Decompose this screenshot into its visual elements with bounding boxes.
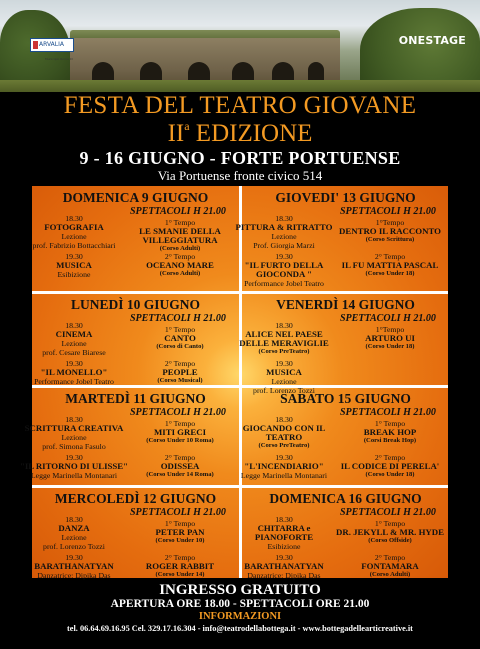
left-session-1-line: DELLE MERAVIGLIE <box>239 338 329 348</box>
left-session-1-line: CINEMA <box>55 329 93 339</box>
show-part-1-line: 1° Tempo <box>164 519 196 528</box>
show-part-1-line: (Corso Scrittura) <box>365 236 415 243</box>
day-title: LUNEDÌ 10 GIUGNO <box>70 297 200 312</box>
show-part-2-line: (Corso Under 18) <box>365 471 415 478</box>
day-title: DOMENICA 16 GIUGNO <box>269 491 422 506</box>
left-session-2-line: "IL MONELLO" <box>40 367 108 377</box>
left-session-1-line: (Corso PreTeatro) <box>258 348 310 355</box>
show-part-1-line: (Corso Offside) <box>368 537 412 544</box>
arvalia-logo-text: ARVALIA <box>39 41 64 48</box>
arvalia-logo <box>30 38 74 61</box>
left-session-1-line: DANZA <box>58 523 90 533</box>
left-session-2-line: 19.30 <box>65 252 83 261</box>
left-session-2-line: 19.30 <box>65 553 83 562</box>
left-session-2-line: GIOCONDA " <box>256 269 312 279</box>
show-part-1-line: (Corso Adulti) <box>159 245 201 252</box>
day-cell <box>235 186 449 288</box>
left-session-2-line: 19.30 <box>65 453 83 462</box>
shows-time: SPETTACOLI H 21.00 <box>130 313 226 324</box>
show-part-2-line: OCEANO MARE <box>146 260 214 270</box>
show-part-2-line: IL FU MATTIA PASCAL <box>341 260 439 270</box>
left-session-1-line: Lezione <box>61 232 87 241</box>
left-session-1-line: 18.30 <box>275 415 293 424</box>
shows-time: SPETTACOLI H 21.00 <box>340 313 436 324</box>
show-part-1-line: BREAK HOP <box>363 427 417 437</box>
show-part-1-line: 1° Tempo <box>374 519 406 528</box>
show-part-1-line: LE SMANIE DELLA <box>139 226 221 236</box>
day-title: SABATO 15 GIUGNO <box>280 391 411 406</box>
shows-time: SPETTACOLI H 21.00 <box>340 507 436 518</box>
shows-time: SPETTACOLI H 21.00 <box>340 407 436 418</box>
show-part-1-line: 1°Tempo <box>375 325 405 334</box>
day-title: MARTEDÌ 11 GIUGNO <box>65 391 206 406</box>
left-session-2-line: Legge Marinella Montanari <box>30 471 118 480</box>
show-part-2-line: (Corso Musical) <box>157 377 203 384</box>
day-title: DOMENICA 9 GIUGNO <box>62 190 209 205</box>
left-session-2-line: BARATHANATYAN <box>244 561 324 571</box>
show-part-1-line: 1° Tempo <box>164 419 196 428</box>
left-session-1-line: prof. Simona Fasulo <box>42 442 106 451</box>
left-session-1-line: 18.30 <box>275 321 293 330</box>
day-cell <box>242 387 449 487</box>
arvalia-logo-sub: Municipio Roma XI <box>45 57 73 61</box>
festival-dates: 9 - 16 GIUGNO - FORTE PORTUENSE <box>79 148 401 168</box>
left-session-2-line: "IL RITORNO DI ULISSE" <box>19 461 129 471</box>
left-session-2-line: 19.30 <box>275 359 293 368</box>
left-session-2-line: MUSICA <box>266 367 302 377</box>
left-session-1-line: 18.30 <box>65 415 83 424</box>
day-title: VENERDÌ 14 GIUGNO <box>276 297 415 312</box>
show-part-1-line: CANTO <box>164 333 196 343</box>
left-session-2-line: Danzatrice: Dipika Das <box>247 571 321 580</box>
show-part-1-line: MITI GRECI <box>153 427 207 437</box>
show-part-2-line: IL CODICE DI PERELA' <box>340 461 440 471</box>
show-part-2-line: ROGER RABBIT <box>145 561 215 571</box>
edition-number: II <box>167 120 185 147</box>
shows-time: SPETTACOLI H 21.00 <box>130 507 226 518</box>
left-session-2-line: 19.30 <box>275 252 293 261</box>
edition-word: EDIZIONE <box>189 120 313 147</box>
show-part-2-line: 2° Tempo <box>374 553 406 562</box>
show-part-2-line: (Corso Under 14) <box>155 571 205 578</box>
show-part-2-line: 2° Tempo <box>164 453 196 462</box>
left-session-2-line: MUSICA <box>56 260 92 270</box>
left-session-1-line: Lezione <box>61 433 87 442</box>
shows-time: SPETTACOLI H 21.00 <box>130 206 226 217</box>
show-part-1-line: 1°Tempo <box>375 218 405 227</box>
left-session-1-line: Lezione <box>61 533 87 542</box>
left-session-1-line: prof. Cesare Biarese <box>42 348 106 357</box>
show-part-1-line: (Corso Under 18) <box>365 343 415 350</box>
arvalia-logo-mark <box>33 41 38 49</box>
contacts: tel. 06.64.69.16.95 Cel. 329.17.16.304 - info@teatrodellabottega.it - www.bottegadellearticreative.it <box>67 624 413 633</box>
left-session-2-line: "IL FURTO DELLA <box>244 260 324 270</box>
show-part-1-line: 1° Tempo <box>374 419 406 428</box>
shows-time: SPETTACOLI H 21.00 <box>130 407 226 418</box>
left-session-1-line: (Corso PreTeatro) <box>258 442 310 449</box>
show-part-2-line: 2° Tempo <box>374 453 406 462</box>
left-session-2-line: BARATHANATYAN <box>34 561 114 571</box>
show-part-2-line: FONTAMARA <box>361 561 419 571</box>
left-session-1-line: TEATRO <box>265 432 303 442</box>
free-entry: INGRESSO GRATUITO <box>159 582 321 598</box>
left-session-1-line: FOTOGRAFIA <box>44 222 104 232</box>
festival-address: Via Portuense fronte civico 514 <box>157 168 323 183</box>
left-session-2-line: 19.30 <box>275 453 293 462</box>
show-part-1-line: (Corso Under 10 Roma) <box>146 437 214 444</box>
shows-time: SPETTACOLI H 21.00 <box>340 206 436 217</box>
left-session-1-line: 18.30 <box>65 321 83 330</box>
left-session-2-line: "L'INCENDIARIO" <box>244 461 324 471</box>
day-cell <box>239 293 449 395</box>
show-part-2-line: (Corso Adulti) <box>159 270 201 277</box>
left-session-2-line: prof. Lorenzo Tozzi <box>253 386 315 395</box>
show-part-1-line: 1° Tempo <box>164 325 196 334</box>
festival-title: FESTA DEL TEATRO GIOVANE <box>63 92 417 119</box>
left-session-2-line: Esibizione <box>57 270 91 279</box>
show-part-1-line: ARTURO UI <box>365 333 415 343</box>
left-session-2-line: 19.30 <box>65 359 83 368</box>
show-part-2-line: PEOPLE <box>162 367 198 377</box>
show-part-1-line: (Corso Under 10) <box>155 537 205 544</box>
show-part-1-line: (Corsi Break Hop) <box>363 437 417 444</box>
show-part-2-line: 2° Tempo <box>164 553 196 562</box>
edition-title <box>0 119 480 148</box>
left-session-1-line: prof. Fabrizio Bottacchiari <box>32 241 116 250</box>
left-session-1-line: CHITARRA e <box>257 523 311 533</box>
left-session-1-line: Esibizione <box>267 542 301 551</box>
day-title: GIOVEDI' 13 GIUGNO <box>275 190 416 205</box>
left-session-1-line: ALICE NEL PAESE <box>245 329 323 339</box>
day-cell <box>242 487 449 587</box>
left-session-1-line: SCRITTURA CREATIVA <box>24 423 124 433</box>
show-part-2-line: (Corso Under 14 Roma) <box>146 471 214 478</box>
show-part-2-line: 2° Tempo <box>164 359 196 368</box>
show-part-2-line: 2° Tempo <box>374 252 406 261</box>
left-session-1-line: GIOCANDO CON IL <box>242 423 326 433</box>
left-session-1-line: 18.30 <box>275 515 293 524</box>
show-part-1-line: 1° Tempo <box>164 218 196 227</box>
left-session-2-line: Performance Jobel Teatro <box>34 377 114 386</box>
left-session-1-line: Lezione <box>271 232 297 241</box>
show-part-2-line: ODISSEA <box>160 461 200 471</box>
show-part-1-line: DR. JEKYLL & MR. HYDE <box>335 527 444 537</box>
grass <box>0 80 480 92</box>
opening-times: APERTURA ORE 18.00 - SPETTACOLI ORE 21.00 <box>110 598 370 610</box>
left-session-1-line: 18.30 <box>65 214 83 223</box>
left-session-2-line: Performance Jobel Teatro <box>244 279 324 288</box>
show-part-2-line: 2° Tempo <box>164 252 196 261</box>
left-session-1-line: PIANOFORTE <box>254 532 314 542</box>
left-session-1-line: prof. Lorenzo Tozzi <box>43 542 105 551</box>
onestage-logo: ONESTAGE <box>398 34 466 47</box>
fort-photo <box>0 0 480 92</box>
left-session-1-line: Prof. Giorgia Marzi <box>253 241 315 250</box>
show-part-1-line: (Corso di Canto) <box>156 343 204 350</box>
show-part-1-line: PETER PAN <box>155 527 205 537</box>
show-part-1-line: VILLEGGIATURA <box>142 235 218 245</box>
show-part-2-line: (Corso Under 18) <box>365 270 415 277</box>
left-session-2-line: Lezione <box>271 377 297 386</box>
left-session-1-line: PITTURA & RITRATTO <box>235 222 333 232</box>
show-part-2-line: (Corso Adulti) <box>369 571 411 578</box>
left-session-1-line: Lezione <box>61 339 87 348</box>
edition-sup: a <box>184 119 190 133</box>
left-session-1-line: 18.30 <box>275 214 293 223</box>
left-session-1-line: 18.30 <box>65 515 83 524</box>
day-title: MERCOLEDÌ 12 GIUGNO <box>54 491 217 506</box>
info-heading: INFORMAZIONI <box>198 611 282 622</box>
left-session-2-line: Legge Marinella Montanari <box>240 471 328 480</box>
left-session-2-line: 19.30 <box>275 553 293 562</box>
left-session-2-line: Danzatrice: Dipika Das <box>37 571 111 580</box>
show-part-1-line: DENTRO IL RACCONTO <box>339 226 441 236</box>
